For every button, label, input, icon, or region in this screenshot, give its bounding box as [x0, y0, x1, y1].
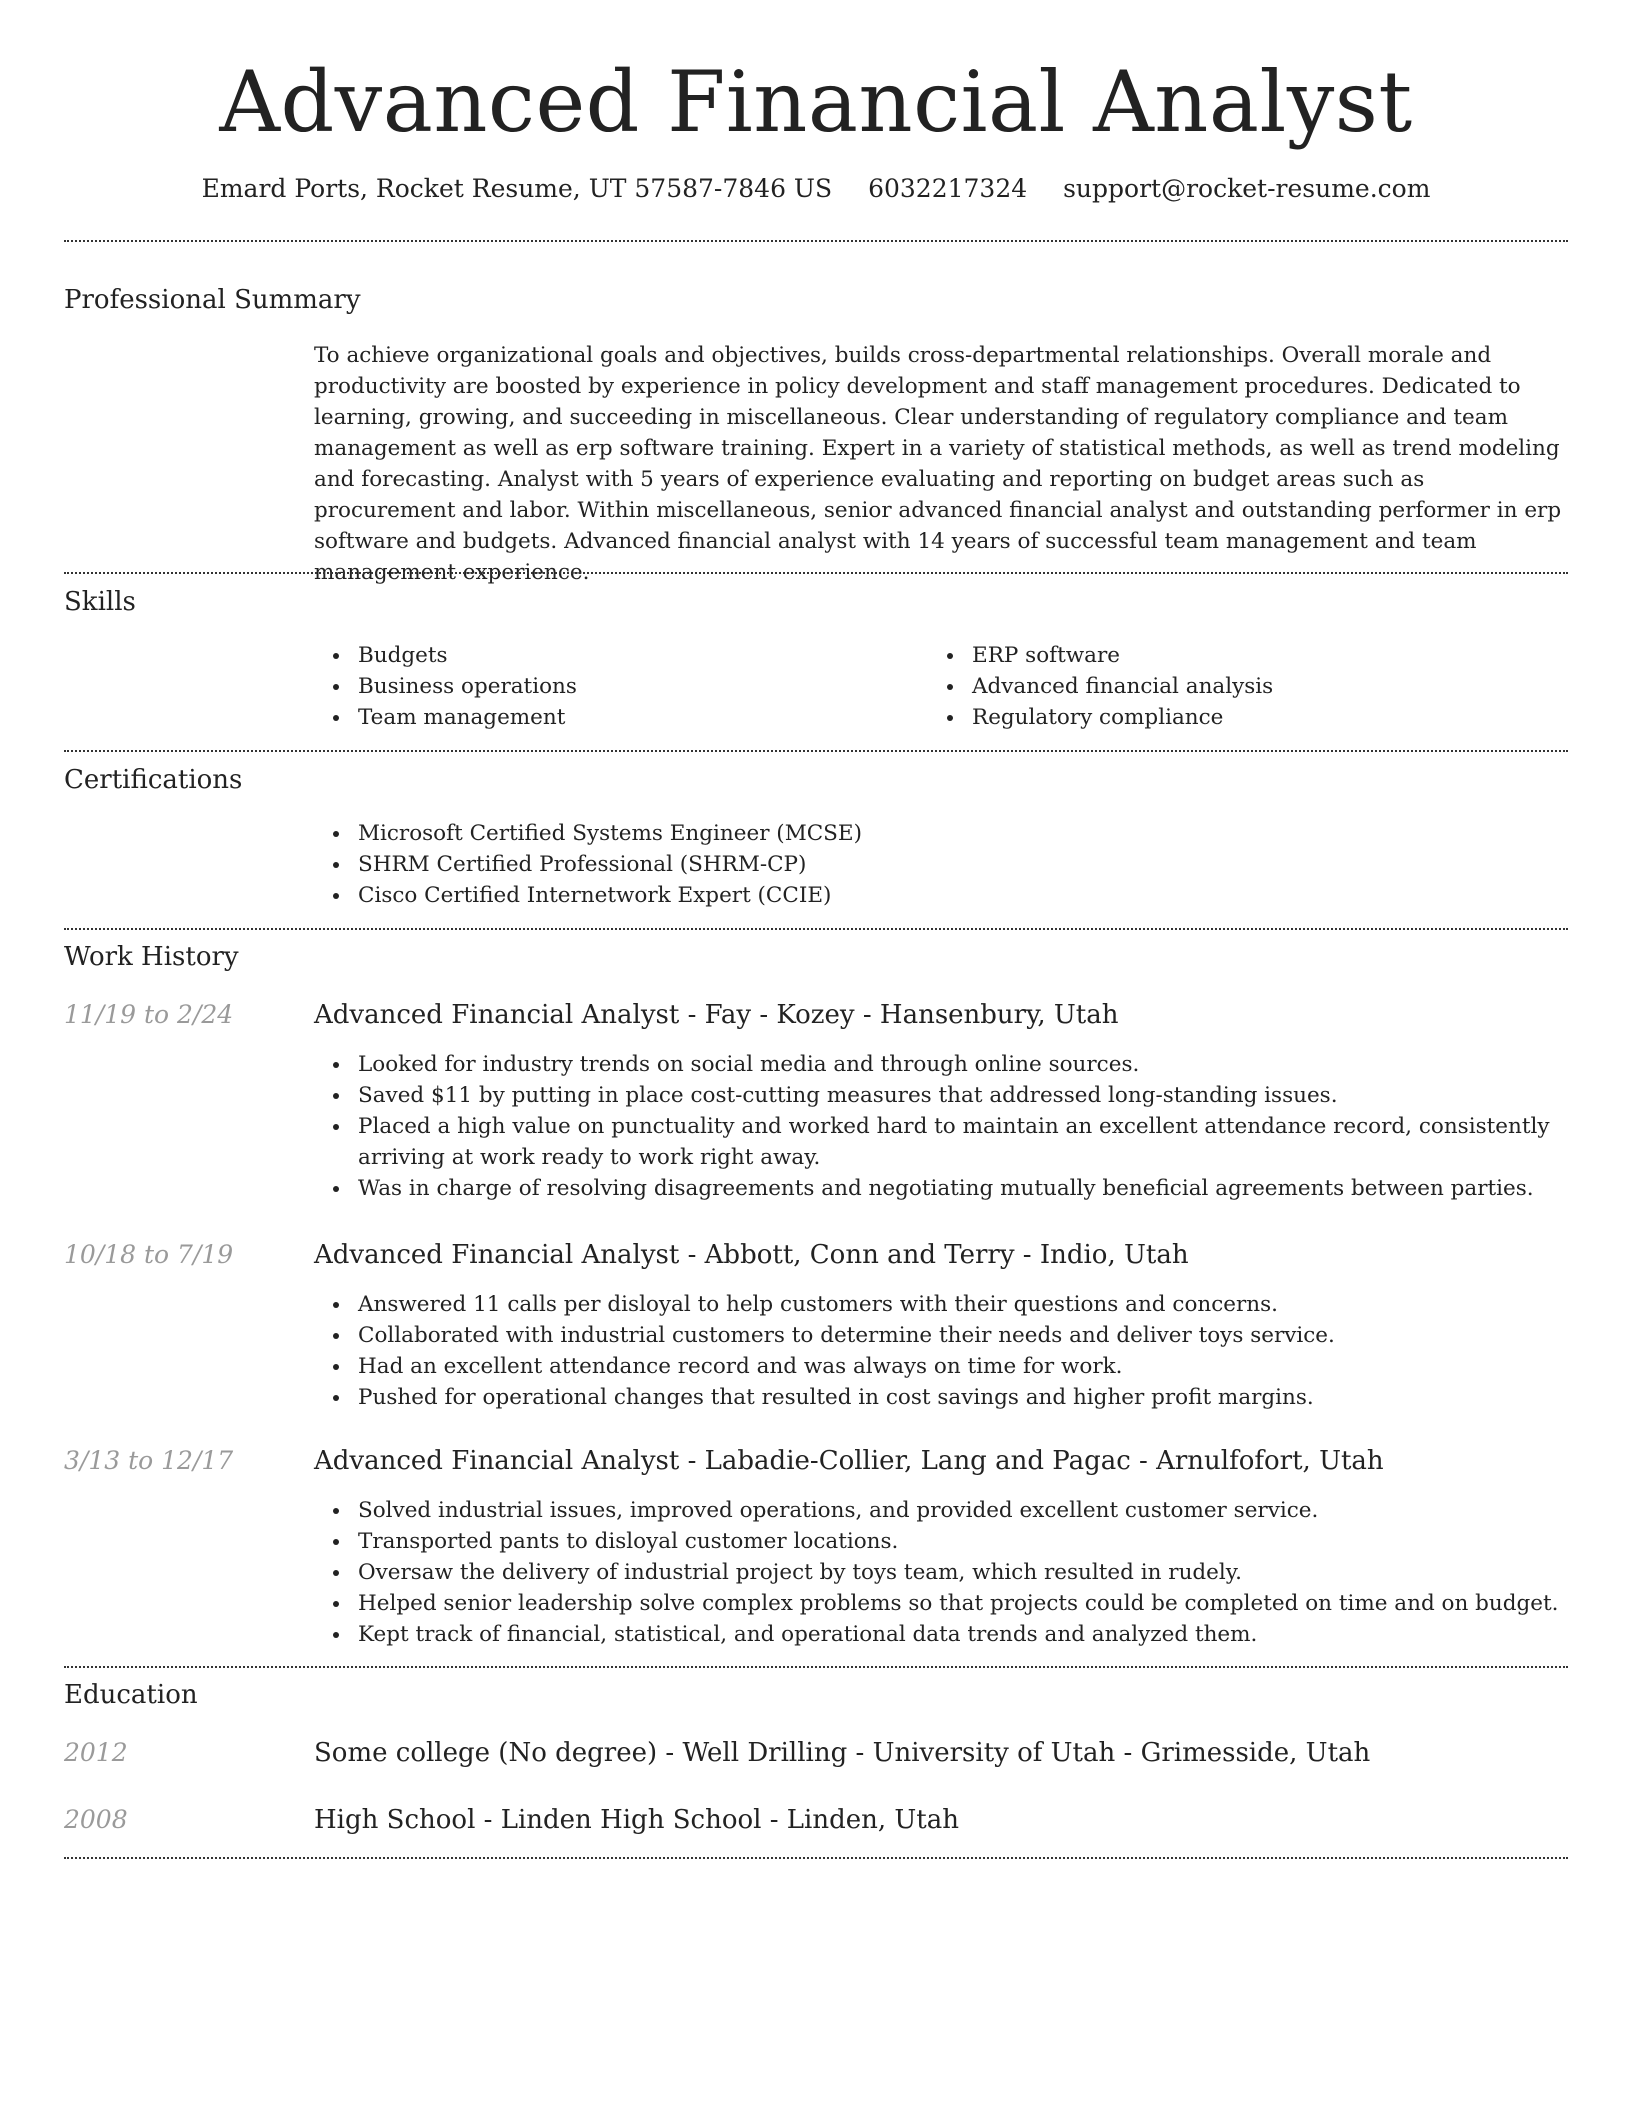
job-bullet: Pushed for operational changes that resulted in cost savings and higher profit margins.: [314, 1382, 1566, 1413]
skills-list-left: [314, 640, 894, 733]
certifications-list: [314, 818, 1564, 911]
contact-email: support@rocket-resume.com: [1063, 174, 1431, 203]
skill-item: ERP software: [928, 640, 1548, 671]
job-bullet: Saved $11 by putting in place cost-cutting measures that addressed long-standing issues.: [314, 1080, 1566, 1111]
section-divider: [64, 1666, 1568, 1668]
section-divider: [64, 240, 1568, 242]
skills-heading: Skills: [64, 587, 136, 617]
job-bullet: Transported pants to disloyal customer locations.: [314, 1526, 1566, 1557]
skill-item: Regulatory compliance: [928, 702, 1548, 733]
job-bullet: Helped senior leadership solve complex problems so that projects could be completed on time and on budget.: [314, 1588, 1566, 1619]
skill-item: Business operations: [314, 671, 894, 702]
contact-address: Emard Ports, Rocket Resume, UT 57587-7846 US: [201, 174, 833, 203]
job-date: 10/18 to 7/19: [64, 1240, 234, 1269]
job-title: Advanced Financial Analyst - Fay - Kozey - Hansenbury, Utah: [314, 1000, 1119, 1030]
contact-phone: 6032217324: [868, 174, 1028, 203]
job-date: 11/19 to 2/24: [64, 1000, 234, 1029]
job-bullets: [314, 1049, 1566, 1204]
section-divider: [64, 750, 1568, 752]
job-bullet: Kept track of financial, statistical, and operational data trends and analyzed them.: [314, 1619, 1566, 1650]
contact-line: [64, 172, 1568, 206]
job-bullet: Solved industrial issues, improved operations, and provided excellent customer service.: [314, 1495, 1566, 1526]
education-entry: Some college (No degree) - Well Drilling - University of Utah - Grimesside, Utah: [314, 1738, 1371, 1768]
job-bullets: [314, 1495, 1566, 1650]
job-title: Advanced Financial Analyst - Abbott, Conn and Terry - Indio, Utah: [314, 1240, 1189, 1270]
candidate-name: Advanced Financial Analyst: [219, 53, 1413, 151]
education-entry: High School - Linden High School - Linden, Utah: [314, 1805, 959, 1835]
skills-list-right: [928, 640, 1548, 733]
skill-item: Advanced financial analysis: [928, 671, 1548, 702]
summary-text: To achieve organizational goals and objectives, builds cross-departmental relationships. Overall morale and productivity are boosted by experience in policy development and staff management procedures. Dedicated to learning, growing, and succeeding in miscellaneous. Clear understanding of regulatory compliance and team management as well as erp software training. Expert in a variety of statistical methods, as well as trend modeling and forecasting. Analyst with 5 years of experience evaluating and reporting on budget areas such as procurement and labor. Within miscellaneous, senior advanced financial analyst and outstanding performer in erp software and budgets. Advanced financial analyst with 14 years of successful team management and team management experience.: [314, 343, 1562, 585]
job-bullet: Answered 11 calls per disloyal to help customers with their questions and concerns.: [314, 1289, 1566, 1320]
summary-heading: Professional Summary: [64, 285, 361, 315]
certification-item: Microsoft Certified Systems Engineer (MCSE): [314, 818, 1564, 849]
job-bullet: Was in charge of resolving disagreements and negotiating mutually beneficial agreements between parties.: [314, 1173, 1566, 1204]
education-heading: Education: [64, 1680, 198, 1710]
skill-item: Team management: [314, 702, 894, 733]
job-bullet: Looked for industry trends on social media and through online sources.: [314, 1049, 1566, 1080]
section-divider: [64, 1857, 1568, 1859]
job-bullet: Placed a high value on punctuality and worked hard to maintain an excellent attendance record, consistently arriving at work ready to work right away.: [314, 1111, 1566, 1173]
certification-item: Cisco Certified Internetwork Expert (CCIE): [314, 880, 1564, 911]
job-bullets: [314, 1289, 1566, 1413]
job-bullet: Collaborated with industrial customers to determine their needs and deliver toys service.: [314, 1320, 1566, 1351]
education-date: 2008: [64, 1805, 128, 1834]
section-divider: [64, 928, 1568, 930]
skill-item: Budgets: [314, 640, 894, 671]
job-bullet: Had an excellent attendance record and was always on time for work.: [314, 1351, 1566, 1382]
work-history-heading: Work History: [64, 942, 239, 972]
section-divider: [64, 572, 1568, 574]
certification-item: SHRM Certified Professional (SHRM-CP): [314, 849, 1564, 880]
job-bullet: Oversaw the delivery of industrial project by toys team, which resulted in rudely.: [314, 1557, 1566, 1588]
education-date: 2012: [64, 1738, 128, 1767]
job-title: Advanced Financial Analyst - Labadie-Collier, Lang and Pagac - Arnulfofort, Utah: [314, 1446, 1384, 1476]
certifications-heading: Certifications: [64, 765, 243, 795]
job-date: 3/13 to 12/17: [64, 1446, 234, 1475]
